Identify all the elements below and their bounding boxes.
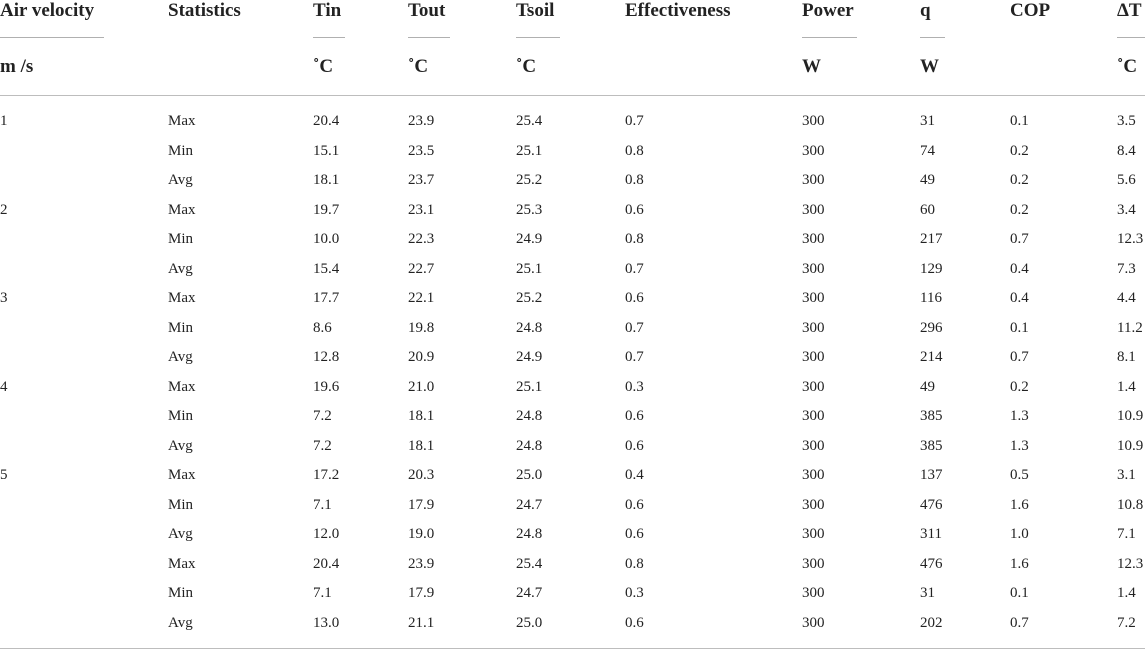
- cell-tin: 19.6: [313, 378, 340, 395]
- cell-power: 300: [802, 231, 825, 247]
- cell-q: 49: [920, 378, 935, 395]
- header-rule-tin: [313, 37, 345, 38]
- cell-q: 476: [920, 496, 943, 513]
- cell-cop: 0.5: [1010, 467, 1029, 483]
- cell-tout: 19.8: [408, 319, 435, 336]
- cell-q: 60: [920, 201, 935, 218]
- cell-statistics: Avg: [168, 437, 193, 454]
- cell-tsoil: 24.8: [516, 437, 543, 454]
- cell-statistics: Min: [168, 496, 194, 513]
- cell-cop: 0.4: [1010, 260, 1029, 277]
- header-tout: Tout: [408, 0, 446, 21]
- cell-delta-t: 8.4: [1117, 142, 1136, 159]
- cell-tin: 13.0: [313, 614, 340, 631]
- cell-cop: 0.7: [1010, 614, 1029, 631]
- cell-power: 300: [802, 555, 825, 572]
- cell-tsoil: 25.1: [516, 260, 543, 277]
- cell-power: 300: [802, 290, 825, 306]
- cell-tout: 20.3: [408, 467, 435, 483]
- cell-q: 116: [920, 290, 942, 306]
- cell-statistics: Min: [168, 142, 194, 159]
- cell-effectiveness: 0.4: [625, 467, 644, 483]
- cell-effectiveness: 0.6: [625, 496, 644, 513]
- cell-q: 74: [920, 142, 935, 159]
- cell-statistics: Avg: [168, 526, 193, 542]
- cell-effectiveness: 0.6: [625, 437, 644, 454]
- cell-tin: 20.4: [313, 113, 340, 129]
- table-row: [0, 609, 1145, 638]
- cell-tin: 12.8: [313, 349, 340, 365]
- cell-q: 385: [920, 408, 943, 424]
- header-rule-delta-t: [1117, 37, 1145, 38]
- unit-tin: ˚C: [313, 56, 334, 77]
- cell-cop: 1.3: [1010, 437, 1029, 454]
- cell-power: 300: [802, 113, 825, 129]
- cell-tout: 17.9: [408, 496, 435, 513]
- cell-tin: 18.1: [313, 172, 340, 188]
- cell-delta-t: 10.9: [1117, 437, 1144, 454]
- cell-statistics: Max: [168, 378, 196, 395]
- cell-tsoil: 24.8: [516, 408, 543, 424]
- cell-tin: 7.2: [313, 437, 332, 454]
- cell-tin: 8.6: [313, 319, 332, 336]
- header-cop: COP: [1010, 0, 1051, 21]
- cell-q: 31: [920, 113, 935, 129]
- cell-delta-t: 3.1: [1117, 467, 1136, 483]
- cell-power: 300: [802, 585, 825, 601]
- cell-q: 296: [920, 319, 943, 336]
- unit-tout: ˚C: [408, 56, 429, 77]
- cell-delta-t: 10.9: [1117, 408, 1144, 424]
- header-rule-air-velocity: [0, 37, 104, 38]
- cell-q: 49: [920, 172, 935, 188]
- cell-statistics: Avg: [168, 349, 193, 365]
- header-statistics: Statistics: [168, 0, 241, 21]
- table-row: [0, 314, 1145, 343]
- table-row: [0, 166, 1145, 195]
- cell-cop: 1.6: [1010, 496, 1029, 513]
- cell-statistics: Max: [168, 467, 196, 483]
- cell-power: 300: [802, 172, 825, 188]
- cell-tin: 15.4: [313, 260, 340, 277]
- cell-effectiveness: 0.7: [625, 260, 644, 277]
- cell-delta-t: 1.4: [1117, 378, 1136, 395]
- cell-tin: 7.1: [313, 585, 332, 601]
- cell-delta-t: 4.4: [1117, 290, 1136, 306]
- header-rule-tsoil: [516, 37, 560, 38]
- cell-effectiveness: 0.6: [625, 201, 644, 218]
- cell-tout: 18.1: [408, 408, 435, 424]
- cell-cop: 0.1: [1010, 113, 1029, 129]
- cell-delta-t: 12.3: [1117, 555, 1144, 572]
- cell-air-velocity: 5: [0, 467, 8, 483]
- cell-air-velocity: 1: [0, 113, 8, 129]
- cell-tout: 22.1: [408, 290, 435, 306]
- cell-tsoil: 25.1: [516, 142, 543, 159]
- header-q: q: [920, 0, 931, 21]
- cell-power: 300: [802, 437, 825, 454]
- table-row: [0, 137, 1145, 166]
- cell-power: 300: [802, 378, 825, 395]
- header-rule-tout: [408, 37, 450, 38]
- header-air-velocity: Air velocity: [0, 0, 95, 21]
- cell-delta-t: 10.8: [1117, 496, 1144, 513]
- header-power: Power: [802, 0, 854, 21]
- cell-tsoil: 25.3: [516, 201, 543, 218]
- cell-tsoil: 24.7: [516, 496, 543, 513]
- table-row: [0, 225, 1145, 254]
- unit-power: W: [802, 56, 821, 77]
- cell-q: 137: [920, 467, 943, 483]
- cell-cop: 0.2: [1010, 142, 1029, 159]
- cell-air-velocity: 4: [0, 378, 8, 395]
- cell-effectiveness: 0.6: [625, 290, 644, 306]
- cell-effectiveness: 0.3: [625, 585, 644, 601]
- cell-delta-t: 7.1: [1117, 526, 1136, 542]
- cell-tsoil: 24.9: [516, 231, 543, 247]
- cell-cop: 1.3: [1010, 408, 1029, 424]
- cell-effectiveness: 0.8: [625, 172, 644, 188]
- cell-statistics: Avg: [168, 614, 193, 631]
- cell-cop: 0.2: [1010, 172, 1029, 188]
- cell-cop: 0.2: [1010, 378, 1029, 395]
- cell-power: 300: [802, 526, 825, 542]
- table-bottom-rule: [0, 648, 1145, 649]
- cell-tout: 23.9: [408, 113, 435, 129]
- cell-delta-t: 7.2: [1117, 614, 1136, 631]
- cell-tsoil: 24.8: [516, 319, 543, 336]
- header-tin: Tin: [313, 0, 342, 21]
- cell-power: 300: [802, 349, 825, 365]
- table-row: [0, 284, 1145, 313]
- cell-tout: 23.1: [408, 201, 435, 218]
- cell-tin: 7.2: [313, 408, 332, 424]
- cell-statistics: Min: [168, 231, 194, 247]
- cell-cop: 0.1: [1010, 585, 1029, 601]
- unit-delta-t: ˚C: [1117, 56, 1138, 77]
- table-row: [0, 373, 1145, 402]
- cell-tout: 21.1: [408, 614, 435, 631]
- cell-delta-t: 7.3: [1117, 260, 1136, 277]
- unit-tsoil: ˚C: [516, 56, 537, 77]
- cell-q: 129: [920, 260, 943, 277]
- cell-delta-t: 3.5: [1117, 113, 1136, 129]
- cell-effectiveness: 0.8: [625, 555, 644, 572]
- cell-delta-t: 3.4: [1117, 201, 1136, 218]
- cell-tin: 7.1: [313, 496, 332, 513]
- cell-cop: 0.4: [1010, 290, 1029, 306]
- table-row: [0, 402, 1145, 431]
- cell-tsoil: 25.0: [516, 614, 543, 631]
- cell-cop: 0.7: [1010, 231, 1029, 247]
- table-row: [0, 196, 1145, 225]
- cell-tin: 20.4: [313, 555, 340, 572]
- cell-q: 202: [920, 614, 943, 631]
- header-delta-t: ΔT: [1117, 0, 1142, 21]
- cell-tin: 12.0: [313, 526, 340, 542]
- cell-cop: 1.6: [1010, 555, 1029, 572]
- cell-tout: 22.7: [408, 260, 435, 277]
- table-row: [0, 343, 1145, 372]
- cell-tsoil: 25.0: [516, 467, 543, 483]
- cell-q: 31: [920, 585, 935, 601]
- cell-statistics: Avg: [168, 260, 193, 277]
- cell-effectiveness: 0.3: [625, 378, 644, 395]
- table-row: [0, 579, 1145, 608]
- cell-power: 300: [802, 408, 825, 424]
- cell-tout: 19.0: [408, 526, 435, 542]
- cell-power: 300: [802, 496, 825, 513]
- table-row: [0, 491, 1145, 520]
- table-row: [0, 107, 1145, 136]
- cell-q: 385: [920, 437, 943, 454]
- cell-q: 214: [920, 349, 943, 365]
- header-effectiveness: Effectiveness: [625, 0, 731, 21]
- cell-q: 311: [920, 526, 942, 542]
- cell-power: 300: [802, 260, 825, 277]
- cell-tsoil: 25.4: [516, 555, 543, 572]
- cell-effectiveness: 0.7: [625, 113, 644, 129]
- cell-cop: 1.0: [1010, 526, 1029, 542]
- cell-tout: 18.1: [408, 437, 435, 454]
- table-header: [0, 0, 1145, 96]
- cell-tout: 20.9: [408, 349, 435, 365]
- cell-cop: 0.1: [1010, 319, 1029, 336]
- cell-q: 217: [920, 231, 943, 247]
- header-rule-power: [802, 37, 857, 38]
- cell-effectiveness: 0.6: [625, 526, 644, 542]
- cell-tout: 21.0: [408, 378, 435, 395]
- cell-effectiveness: 0.7: [625, 319, 644, 336]
- cell-delta-t: 11.2: [1117, 319, 1143, 336]
- cell-air-velocity: 2: [0, 201, 8, 218]
- table-row: [0, 550, 1145, 579]
- table-row: [0, 520, 1145, 549]
- cell-q: 476: [920, 555, 943, 572]
- table-row: [0, 432, 1145, 461]
- cell-tout: 23.7: [408, 172, 435, 188]
- cell-air-velocity: 3: [0, 290, 8, 306]
- header-tsoil: Tsoil: [516, 0, 555, 21]
- cell-statistics: Max: [168, 290, 196, 306]
- cell-delta-t: 5.6: [1117, 172, 1136, 188]
- table-row: [0, 255, 1145, 284]
- cell-tout: 23.5: [408, 142, 435, 159]
- cell-tout: 22.3: [408, 231, 435, 247]
- cell-effectiveness: 0.8: [625, 142, 644, 159]
- cell-power: 300: [802, 142, 825, 159]
- cell-power: 300: [802, 319, 825, 336]
- cell-tin: 19.7: [313, 201, 340, 218]
- cell-cop: 0.7: [1010, 349, 1029, 365]
- cell-effectiveness: 0.6: [625, 408, 644, 424]
- cell-tsoil: 25.2: [516, 172, 543, 188]
- cell-delta-t: 1.4: [1117, 585, 1136, 601]
- cell-power: 300: [802, 467, 825, 483]
- cell-delta-t: 8.1: [1117, 349, 1136, 365]
- cell-tsoil: 24.8: [516, 526, 543, 542]
- cell-statistics: Max: [168, 555, 196, 572]
- cell-tsoil: 25.2: [516, 290, 543, 306]
- cell-power: 300: [802, 614, 825, 631]
- cell-tin: 17.7: [313, 290, 340, 306]
- cell-statistics: Max: [168, 113, 196, 129]
- cell-statistics: Min: [168, 319, 194, 336]
- cell-tin: 10.0: [313, 231, 340, 247]
- cell-effectiveness: 0.8: [625, 231, 644, 247]
- cell-tout: 23.9: [408, 555, 435, 572]
- cell-delta-t: 12.3: [1117, 231, 1144, 247]
- cell-statistics: Min: [168, 408, 194, 424]
- cell-effectiveness: 0.7: [625, 349, 644, 365]
- unit-air-velocity: m /s: [0, 56, 34, 77]
- cell-tin: 17.2: [313, 467, 340, 483]
- unit-q: W: [920, 56, 939, 77]
- cell-statistics: Min: [168, 585, 194, 601]
- cell-power: 300: [802, 201, 825, 218]
- cell-statistics: Avg: [168, 172, 193, 188]
- cell-tsoil: 24.9: [516, 349, 543, 365]
- header-rule-q: [920, 37, 945, 38]
- cell-tout: 17.9: [408, 585, 435, 601]
- cell-tsoil: 25.1: [516, 378, 543, 395]
- cell-cop: 0.2: [1010, 201, 1029, 218]
- table-row: [0, 461, 1145, 490]
- cell-tin: 15.1: [313, 142, 340, 159]
- cell-statistics: Max: [168, 201, 196, 218]
- cell-effectiveness: 0.6: [625, 614, 644, 631]
- cell-tsoil: 24.7: [516, 585, 543, 601]
- cell-tsoil: 25.4: [516, 113, 543, 129]
